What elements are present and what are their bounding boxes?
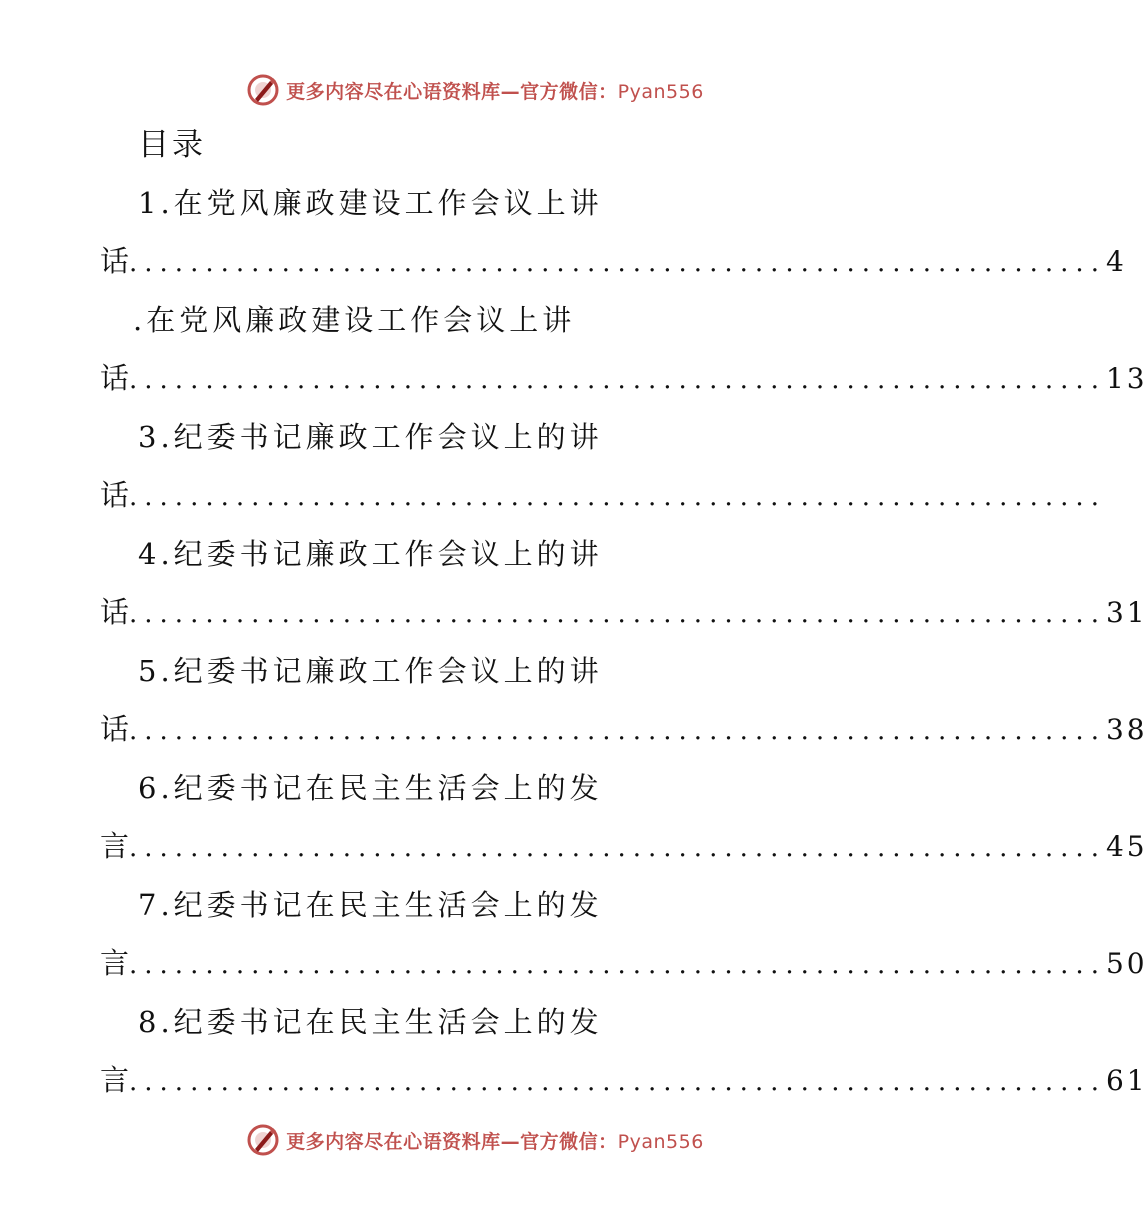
toc-entry-4[interactable] — [100, 525, 1148, 642]
toc-entry-last-char: 话 — [100, 595, 130, 629]
toc-page-number: 45 — [1105, 830, 1148, 863]
toc-entry-8[interactable] — [100, 993, 1148, 1110]
toc-entry-6[interactable] — [100, 759, 1148, 876]
footer-watermark-text — [286, 1127, 704, 1154]
toc-dot-leader: ................................................................ — [129, 716, 1106, 746]
toc-entry-leader-line — [100, 232, 1127, 291]
toc-page-number: 31 — [1105, 596, 1148, 629]
toc-heading: 目录 — [138, 127, 206, 163]
toc-entry-3[interactable] — [100, 408, 1106, 525]
toc-entry-title: 6.纪委书记在民主生活会上的发 — [138, 771, 603, 805]
toc-entry-5[interactable] — [100, 642, 1148, 759]
toc-page-number: 4 — [1105, 245, 1127, 278]
pen-logo-icon — [246, 73, 280, 107]
toc-entry-last-char: 话 — [100, 712, 130, 746]
toc-entry-title: 1.在党风廉政建设工作会议上讲 — [138, 186, 603, 220]
toc-dot-leader: ................................................................ — [129, 599, 1106, 629]
table-of-contents — [100, 116, 1148, 1110]
toc-entry-title: .在党风廉政建设工作会议上讲 — [133, 303, 576, 337]
toc-dot-leader: ................................................................ — [129, 833, 1106, 863]
toc-entry-leader-line — [100, 700, 1148, 759]
toc-entry-last-char: 言 — [100, 829, 130, 863]
toc-entry-title: 5.纪委书记廉政工作会议上的讲 — [138, 654, 603, 688]
toc-dot-leader: ................................................................ — [129, 482, 1106, 512]
toc-entry-leader-line — [100, 817, 1148, 876]
toc-dot-leader: ................................................................ — [129, 950, 1106, 980]
toc-entry-last-char: 话 — [100, 244, 130, 278]
toc-entry-last-char: 言 — [100, 1063, 130, 1097]
toc-page-number: 38 — [1105, 713, 1148, 746]
toc-entry-title: 7.纪委书记在民主生活会上的发 — [138, 888, 603, 922]
toc-entry-1[interactable] — [100, 174, 1127, 291]
toc-entry-title: 8.纪委书记在民主生活会上的发 — [138, 1005, 603, 1039]
toc-entry-leader-line — [100, 1051, 1148, 1110]
toc-page-number: 13 — [1105, 362, 1148, 395]
toc-page-number: 61 — [1105, 1064, 1148, 1097]
pen-logo-icon — [246, 1123, 280, 1157]
footer-watermark-cjk: 更多内容尽在心语资料库—官方微信： — [286, 1130, 618, 1153]
header-watermark-text — [286, 77, 704, 104]
toc-entry-last-char: 话 — [100, 478, 130, 512]
toc-entry-leader-line — [100, 934, 1148, 993]
toc-entry-title: 4.纪委书记廉政工作会议上的讲 — [138, 537, 603, 571]
toc-entry-leader-line — [100, 466, 1106, 525]
header-watermark-latin: Pyan556 — [617, 80, 704, 103]
header-watermark-banner — [0, 70, 950, 110]
toc-dot-leader: ................................................................ — [129, 1067, 1106, 1097]
toc-dot-leader: ................................................................ — [129, 248, 1106, 278]
toc-entry-7[interactable] — [100, 876, 1148, 993]
toc-entry-last-char: 言 — [100, 946, 130, 980]
footer-watermark-latin: Pyan556 — [617, 1130, 704, 1153]
toc-page-number: 50 — [1105, 947, 1148, 980]
toc-dot-leader: ................................................................ — [129, 365, 1106, 395]
toc-entry-leader-line — [100, 349, 1148, 408]
toc-entry-last-char: 话 — [100, 361, 130, 395]
header-watermark-cjk: 更多内容尽在心语资料库—官方微信： — [286, 80, 618, 103]
footer-watermark-banner — [0, 1120, 950, 1160]
toc-entry-title: 3.纪委书记廉政工作会议上的讲 — [138, 420, 603, 454]
toc-entry-2[interactable] — [100, 291, 1148, 408]
toc-entry-leader-line — [100, 583, 1148, 642]
